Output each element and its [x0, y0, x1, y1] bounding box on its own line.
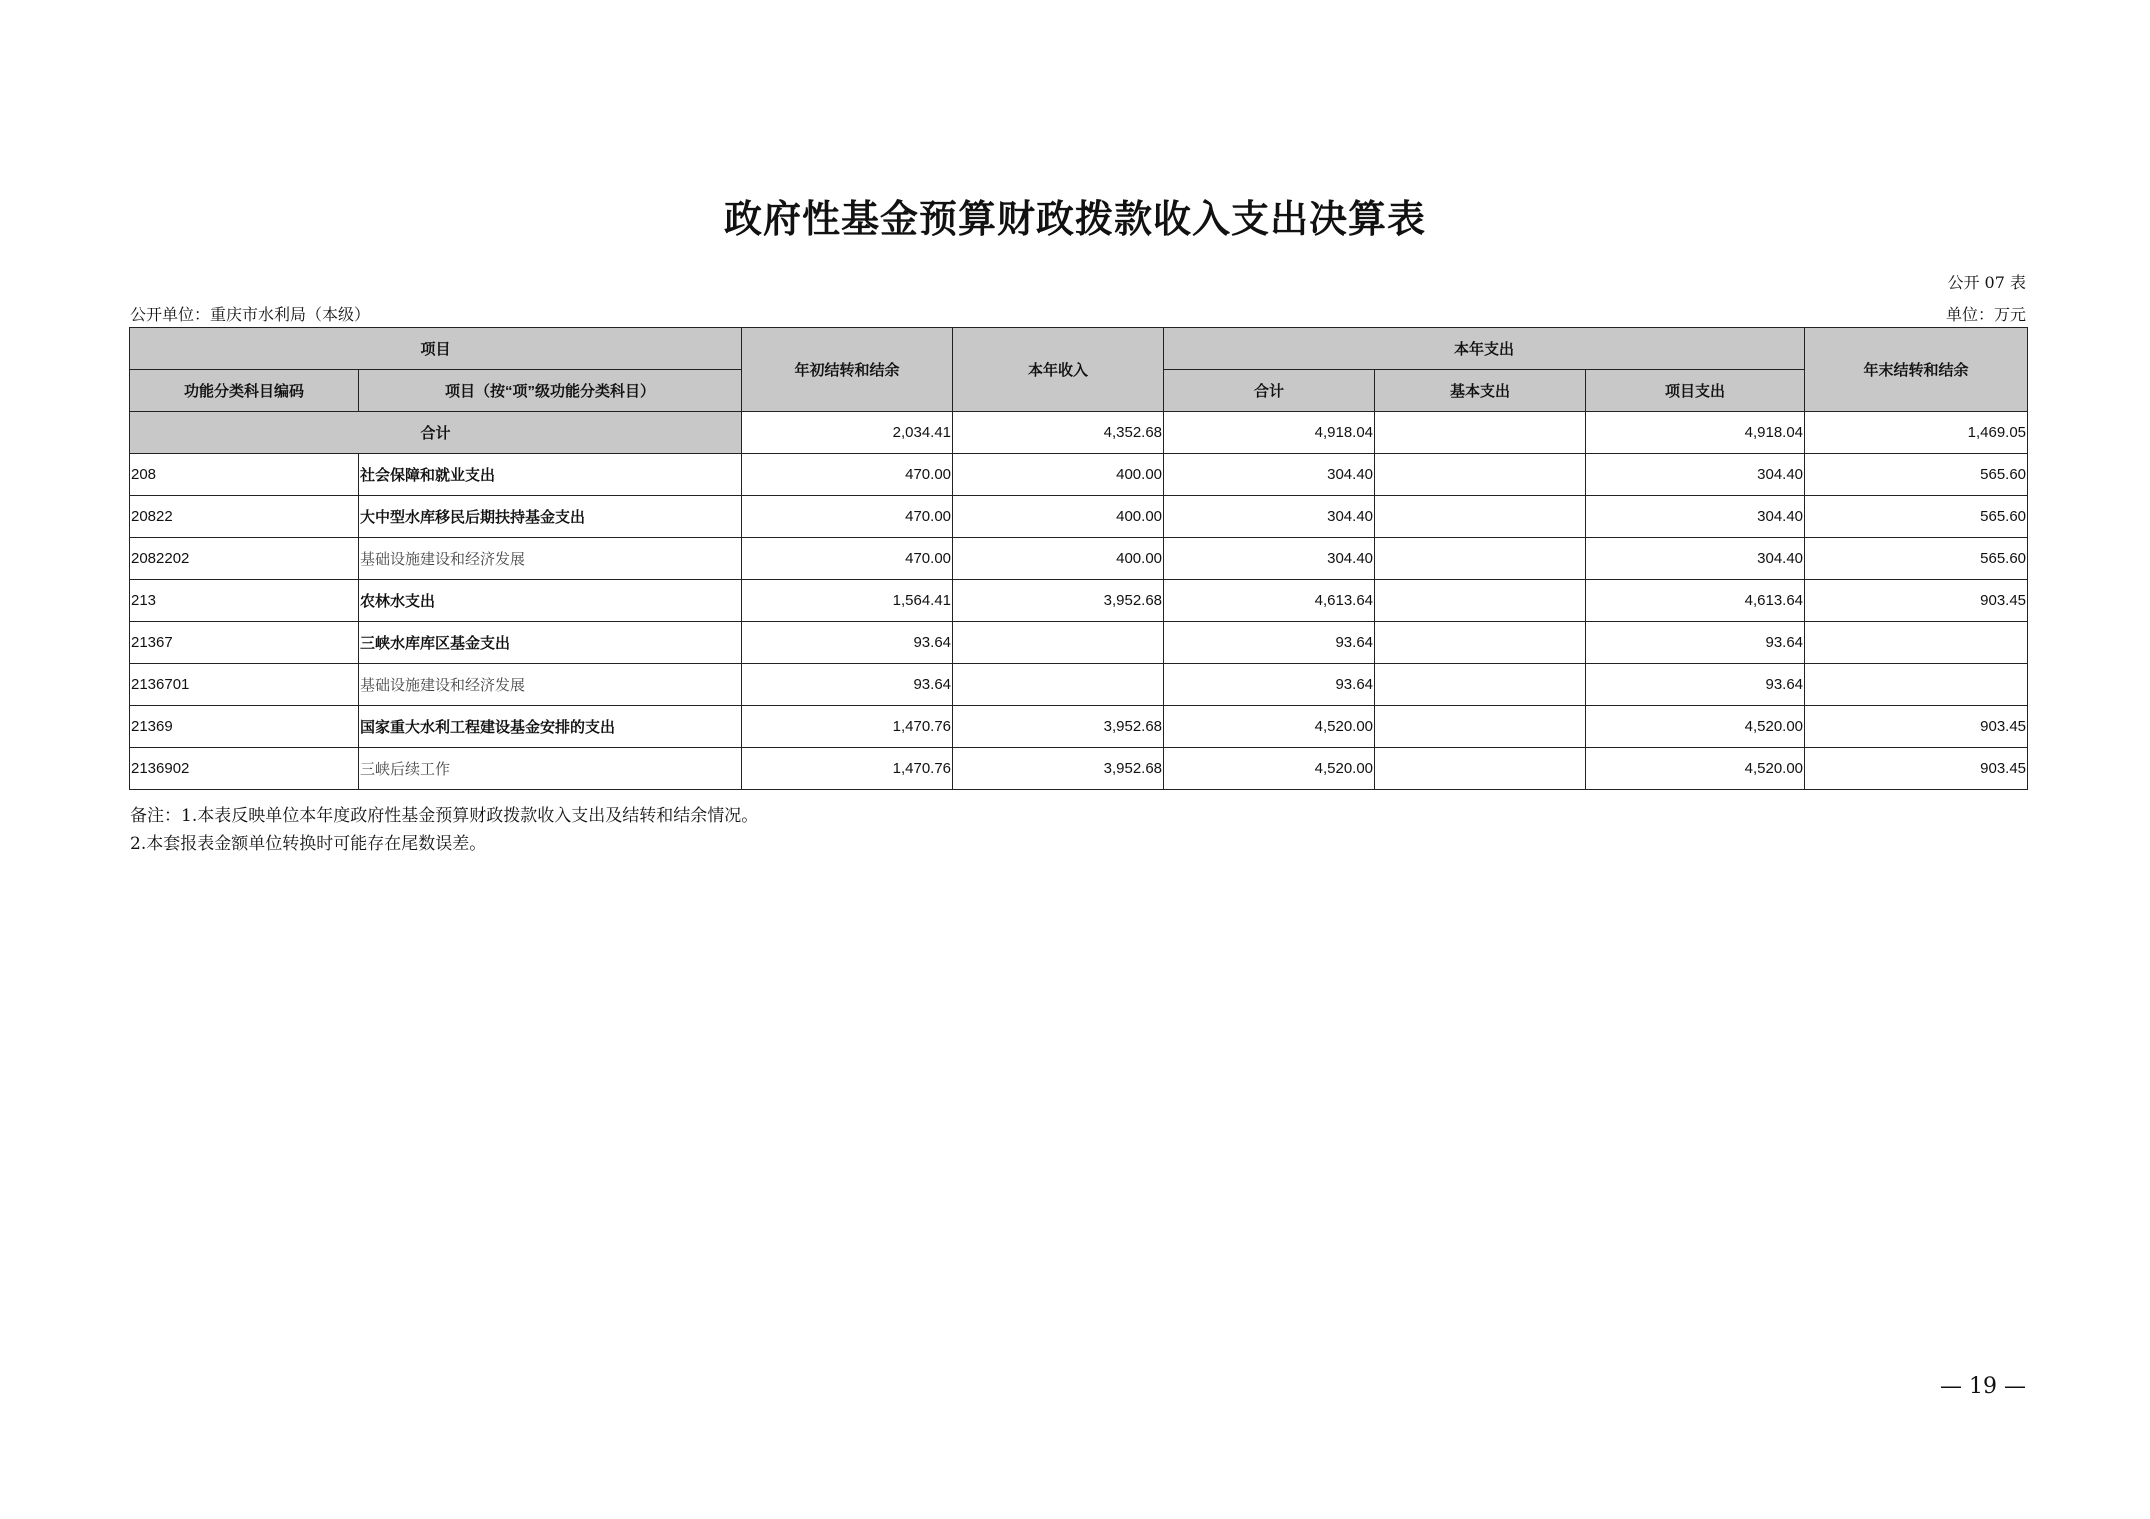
- reporting-unit: 公开单位：重庆市水利局（本级）: [130, 305, 371, 324]
- header-expense: 本年支出: [1164, 328, 1805, 370]
- header-end-balance: 年末结转和结余: [1805, 328, 2028, 412]
- cell-begin: 2,034.41: [742, 412, 953, 454]
- table-row: [130, 706, 2028, 748]
- cell-expense-project: 4,520.00: [1586, 748, 1805, 790]
- notes: [130, 802, 758, 858]
- cell-expense-total: 93.64: [1164, 622, 1375, 664]
- table-row: [130, 454, 2028, 496]
- cell-end: 903.45: [1805, 580, 2028, 622]
- cell-expense-basic: [1375, 706, 1586, 748]
- cell-name: 社会保障和就业支出: [359, 454, 742, 496]
- cell-name: 三峡水库库区基金支出: [359, 622, 742, 664]
- cell-begin: 93.64: [742, 664, 953, 706]
- cell-name: 大中型水库移民后期扶持基金支出: [359, 496, 742, 538]
- fund-budget-table: [129, 327, 2028, 790]
- table-number: 公开 07 表: [1947, 273, 2026, 292]
- cell-income: [953, 622, 1164, 664]
- cell-expense-project: 304.40: [1586, 496, 1805, 538]
- cell-expense-basic: [1375, 454, 1586, 496]
- cell-begin: 470.00: [742, 496, 953, 538]
- cell-name: 农林水支出: [359, 580, 742, 622]
- table-row: [130, 664, 2028, 706]
- cell-name: 国家重大水利工程建设基金安排的支出: [359, 706, 742, 748]
- cell-income: 3,952.68: [953, 748, 1164, 790]
- page-title: 政府性基金预算财政拨款收入支出决算表: [723, 196, 1426, 241]
- cell-end: 565.60: [1805, 454, 2028, 496]
- cell-income: [953, 664, 1164, 706]
- cell-code: 21367: [130, 622, 359, 664]
- cell-expense-basic: [1375, 538, 1586, 580]
- cell-expense-total: 4,520.00: [1164, 748, 1375, 790]
- cell-expense-total: 4,520.00: [1164, 706, 1375, 748]
- cell-code: 21369: [130, 706, 359, 748]
- cell-end: 903.45: [1805, 706, 2028, 748]
- header-name: 项目（按“项”级功能分类科目）: [359, 370, 742, 412]
- cell-expense-project: 4,520.00: [1586, 706, 1805, 748]
- header-income: 本年收入: [953, 328, 1164, 412]
- cell-end: 565.60: [1805, 496, 2028, 538]
- cell-expense-basic: [1375, 412, 1586, 454]
- note-line: 备注：1.本表反映单位本年度政府性基金预算财政拨款收入支出及结转和结余情况。: [130, 806, 759, 826]
- header-project: 项目: [130, 328, 742, 370]
- header-code: 功能分类科目编码: [130, 370, 359, 412]
- page-number: — 19 —: [1940, 1374, 2026, 1399]
- table-row: [130, 748, 2028, 790]
- table-row: [130, 538, 2028, 580]
- cell-begin: 93.64: [742, 622, 953, 664]
- cell-code: 213: [130, 580, 359, 622]
- cell-expense-project: 93.64: [1586, 664, 1805, 706]
- cell-expense-basic: [1375, 664, 1586, 706]
- table-row: [130, 496, 2028, 538]
- currency-unit: 单位：万元: [1945, 305, 2026, 324]
- cell-begin: 470.00: [742, 454, 953, 496]
- note-line: 2.本套报表金额单位转换时可能存在尾数误差。: [130, 834, 487, 854]
- cell-end: 565.60: [1805, 538, 2028, 580]
- cell-income: 400.00: [953, 454, 1164, 496]
- cell-code: 20822: [130, 496, 359, 538]
- cell-code: 2082202: [130, 538, 359, 580]
- cell-income: 400.00: [953, 538, 1164, 580]
- cell-income: 4,352.68: [953, 412, 1164, 454]
- cell-expense-project: 93.64: [1586, 622, 1805, 664]
- cell-code: 208: [130, 454, 359, 496]
- header-begin-balance: 年初结转和结余: [742, 328, 953, 412]
- cell-expense-total: 4,613.64: [1164, 580, 1375, 622]
- header-expense-project: 项目支出: [1586, 370, 1805, 412]
- cell-income: 3,952.68: [953, 580, 1164, 622]
- cell-expense-basic: [1375, 748, 1586, 790]
- cell-code: 2136701: [130, 664, 359, 706]
- cell-code: 2136902: [130, 748, 359, 790]
- cell-expense-total: 93.64: [1164, 664, 1375, 706]
- cell-end: 903.45: [1805, 748, 2028, 790]
- cell-expense-project: 4,918.04: [1586, 412, 1805, 454]
- cell-expense-total: 304.40: [1164, 538, 1375, 580]
- cell-name: 基础设施建设和经济发展: [359, 664, 742, 706]
- cell-expense-total: 304.40: [1164, 496, 1375, 538]
- header-expense-total: 合计: [1164, 370, 1375, 412]
- cell-end: [1805, 664, 2028, 706]
- header-expense-basic: 基本支出: [1375, 370, 1586, 412]
- cell-end: [1805, 622, 2028, 664]
- cell-income: 3,952.68: [953, 706, 1164, 748]
- cell-begin: 470.00: [742, 538, 953, 580]
- table-row-total: [130, 412, 2028, 454]
- cell-name: 基础设施建设和经济发展: [359, 538, 742, 580]
- cell-expense-project: 304.40: [1586, 454, 1805, 496]
- cell-begin: 1,564.41: [742, 580, 953, 622]
- cell-end: 1,469.05: [1805, 412, 2028, 454]
- cell-expense-basic: [1375, 496, 1586, 538]
- cell-expense-total: 304.40: [1164, 454, 1375, 496]
- cell-begin: 1,470.76: [742, 748, 953, 790]
- cell-expense-basic: [1375, 580, 1586, 622]
- table-row: [130, 622, 2028, 664]
- cell-expense-project: 304.40: [1586, 538, 1805, 580]
- cell-name: 三峡后续工作: [359, 748, 742, 790]
- cell-expense-project: 4,613.64: [1586, 580, 1805, 622]
- table-row: [130, 580, 2028, 622]
- cell-expense-basic: [1375, 622, 1586, 664]
- cell-expense-total: 4,918.04: [1164, 412, 1375, 454]
- cell-begin: 1,470.76: [742, 706, 953, 748]
- total-label: 合计: [130, 412, 742, 454]
- cell-income: 400.00: [953, 496, 1164, 538]
